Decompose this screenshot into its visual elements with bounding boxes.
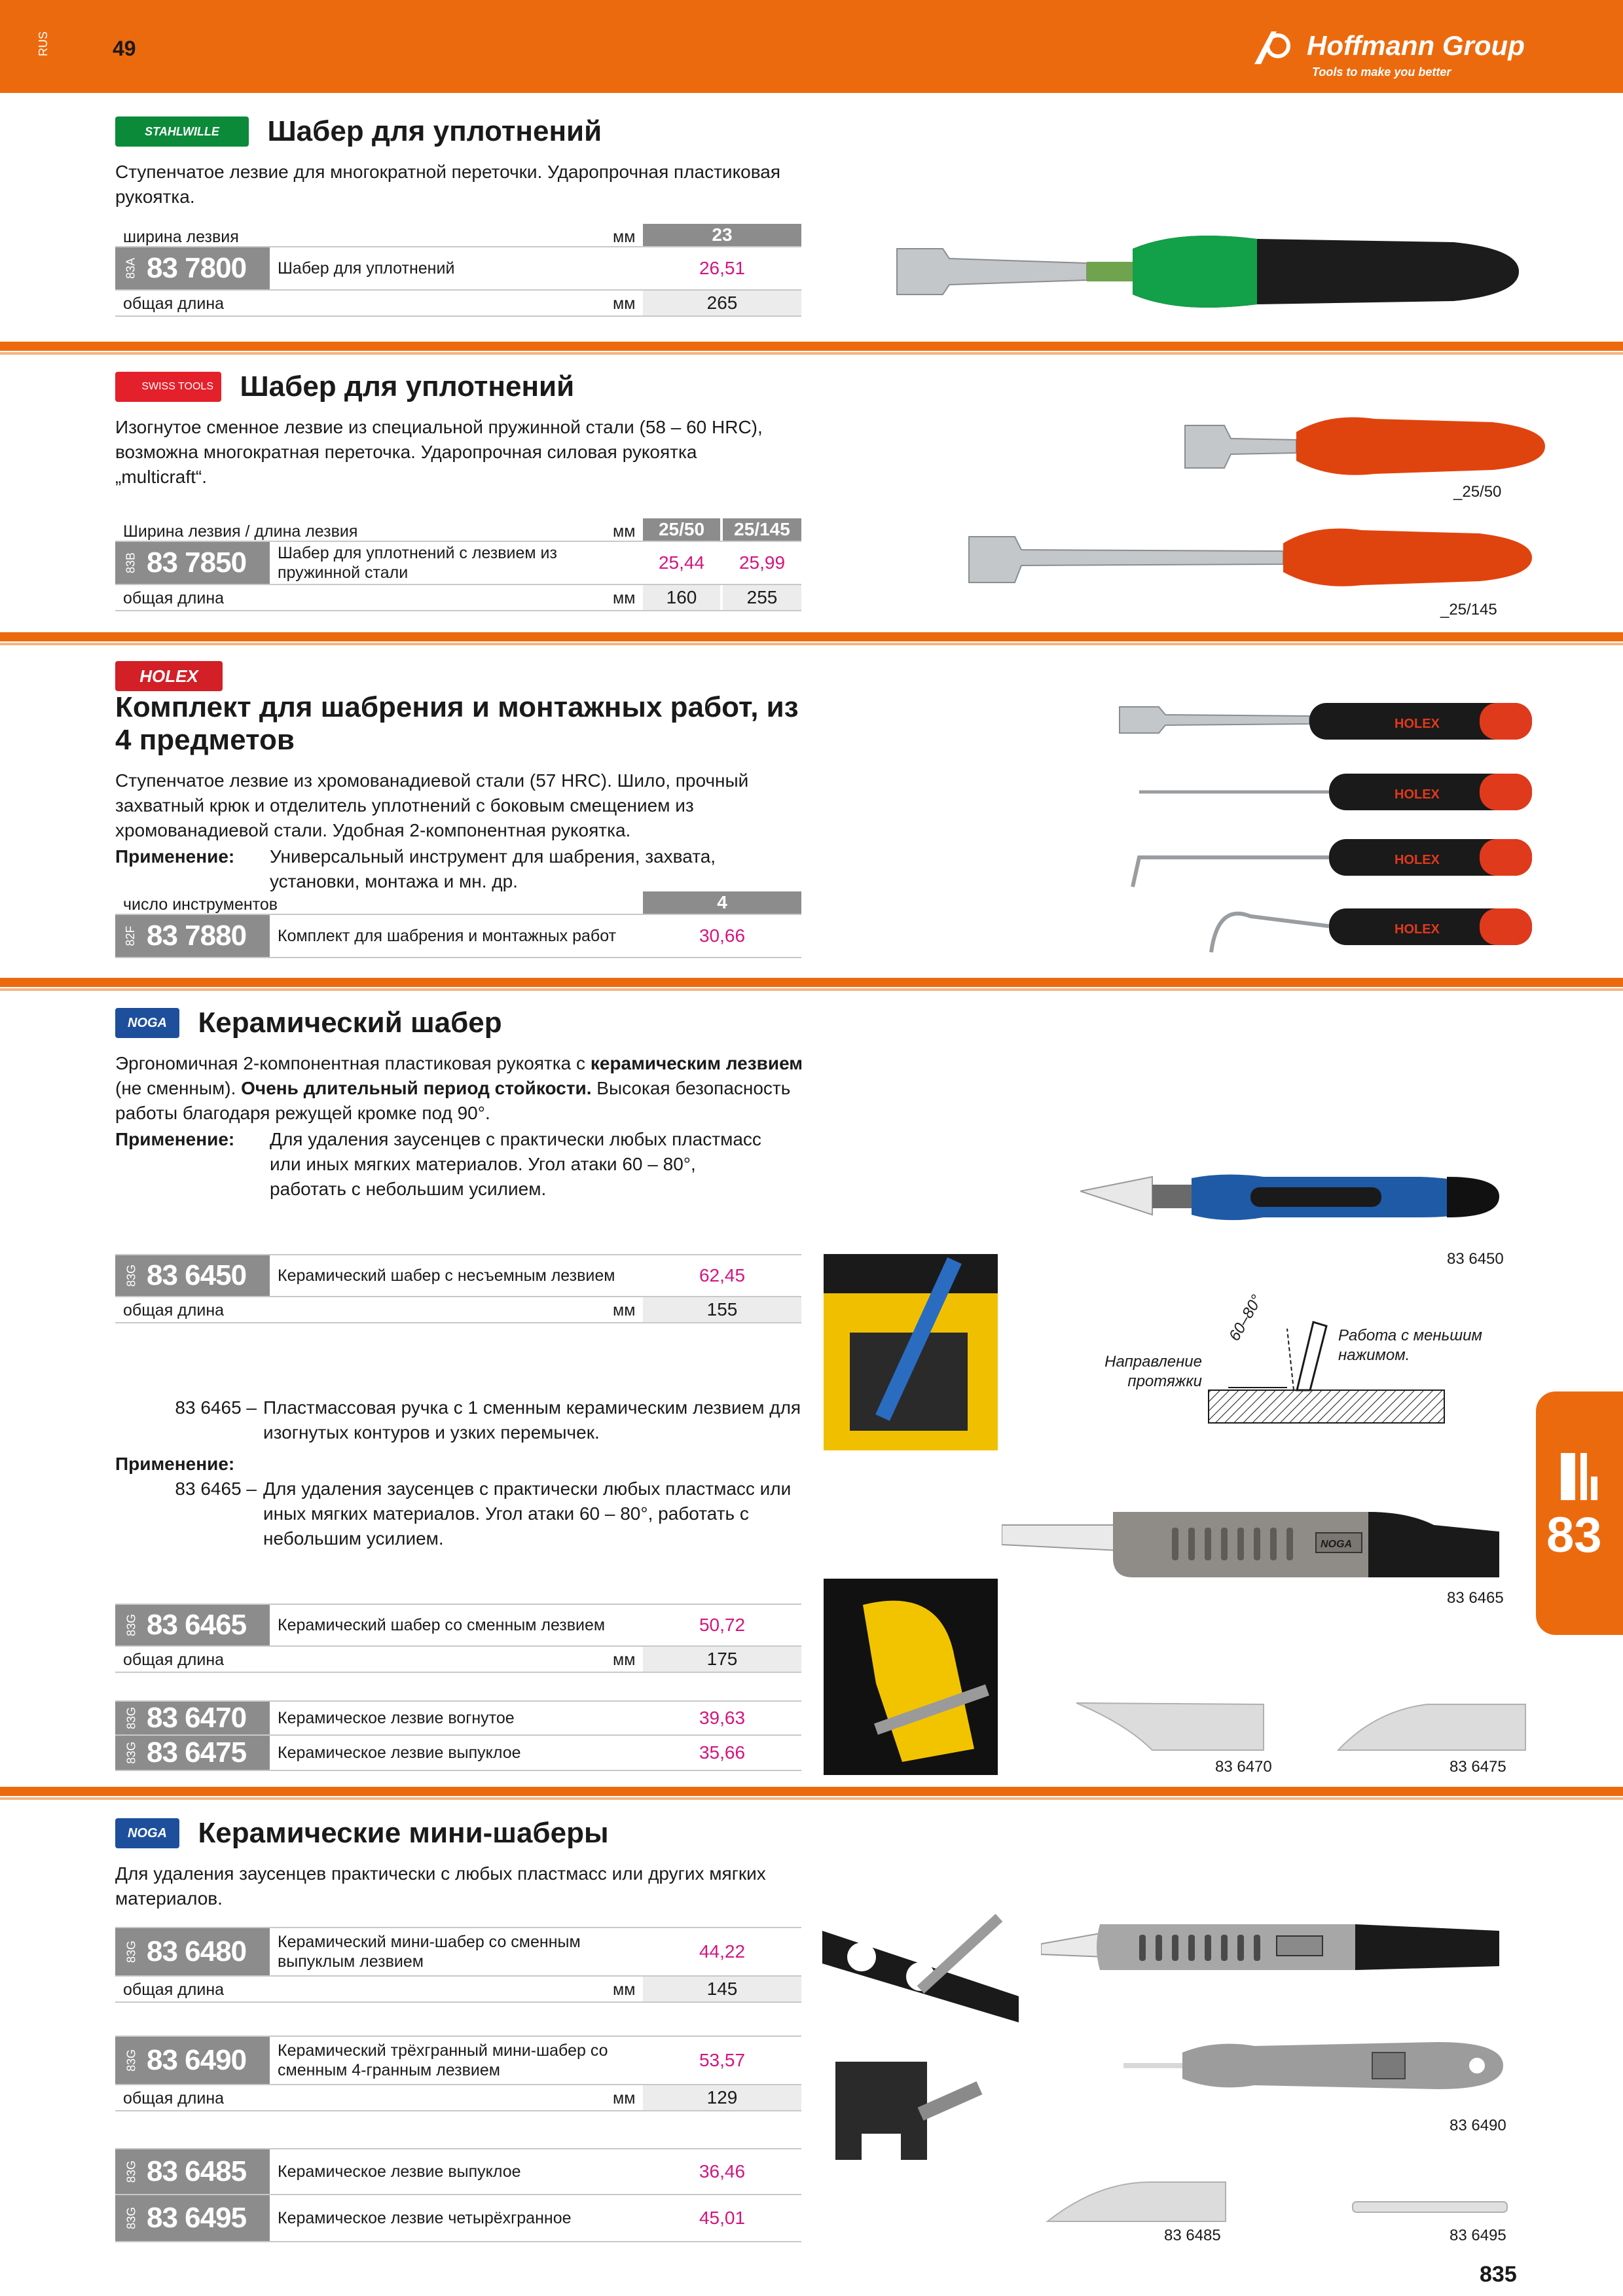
image-caption: _25/145 — [1440, 601, 1497, 619]
article-name: Керамический шабер с несъемным лезвием — [278, 1266, 615, 1285]
article-number: 83 6480 — [147, 1935, 247, 1967]
ceramic-scraper-836465-image — [1002, 1499, 1512, 1597]
mini-scraper-836480-image — [1041, 1911, 1512, 1990]
pb-swiss-tools-logo: SWISS TOOLS — [115, 372, 221, 402]
image-caption: 83 6475 — [1450, 1758, 1506, 1776]
article-code — [115, 2195, 270, 2241]
group-code: 83B — [124, 552, 137, 574]
application-text: Для удаления заусенцев с практически любых пластмасс или иных мягких материалов. Угол атаки 60 – 80°, работать с небольшим усилием. — [270, 1129, 761, 1199]
holex-handle-label: HOLEX — [1395, 717, 1440, 731]
row-value: 4 — [643, 891, 801, 914]
table-row — [115, 518, 801, 542]
article-number: 83 6475 — [147, 1736, 247, 1768]
ceramic-blade-836470-image — [1074, 1698, 1270, 1757]
section-title: Шабер для уплотнений — [240, 370, 575, 403]
holex-set-image — [1113, 700, 1545, 962]
table-row[interactable] — [115, 2195, 801, 2242]
table-row[interactable] — [115, 1700, 801, 1736]
article-code — [115, 1928, 270, 1975]
group-code: 83G — [124, 1264, 138, 1287]
table-836490 — [115, 2036, 801, 2111]
article-price: 36,46 — [699, 2161, 746, 2181]
row-label: общая длина — [123, 1301, 225, 1319]
group-code: 83G — [124, 1940, 138, 1964]
article-code — [115, 1702, 270, 1734]
image-caption: 83 6485 — [1164, 2227, 1221, 2244]
table-837880 — [115, 891, 801, 958]
image-caption: _25/50 — [1453, 483, 1502, 501]
tools-chapter-icon — [1558, 1450, 1600, 1503]
note-text: Пластмассовая ручка с 1 сменным керамическим лезвием для изогнутых контуров и узких перемычек. — [263, 1397, 801, 1443]
row-label: общая длина — [123, 1981, 225, 1999]
section-title: Керамический шабер — [198, 1007, 502, 1039]
table-row[interactable] — [115, 1604, 801, 1647]
diagram-direction-label: Направление протяжки — [1104, 1353, 1202, 1390]
row-unit: мм — [613, 1981, 636, 1999]
section-ceramic-scraper — [115, 1007, 803, 1202]
table-row — [115, 585, 801, 611]
article-code — [115, 1255, 270, 1296]
section-stahlwille-scraper — [115, 115, 803, 209]
section-description: Изогнутое сменное лезвие из специальной пружинной стали (58 – 60 HRC), возможна многократная переточка. Ударопрочная силовая рукоятка „multicraft“. — [115, 417, 763, 487]
application-block — [115, 1127, 770, 1202]
article-number: 83 7850 — [147, 547, 247, 579]
application-label: Применение: — [115, 846, 235, 867]
row-unit: мм — [613, 589, 636, 607]
row-label: общая длина — [123, 1651, 225, 1669]
section-pb-scraper — [115, 370, 803, 490]
group-code: 82F — [124, 925, 137, 946]
table-837850 — [115, 518, 801, 611]
row-label: общая длина — [123, 2089, 225, 2108]
article-number: 83 7880 — [147, 920, 247, 952]
article-number: 83 6485 — [147, 2155, 247, 2187]
section-divider — [0, 342, 1623, 351]
image-caption: 83 6495 — [1450, 2227, 1506, 2244]
article-name: Керамический мини-шабер со сменным выпуклым лезвием — [278, 1933, 581, 1971]
table-836480 — [115, 1927, 801, 2003]
row-label: общая длина — [123, 295, 225, 313]
section-title: Шабер для уплотнений — [267, 115, 602, 147]
section-description: Для удаления заусенцев практически с любых пластмасс или других мягких материалов. — [115, 1863, 766, 1909]
note-836465 — [115, 1395, 803, 1551]
article-price: 30,66 — [699, 925, 746, 946]
row-value: 129 — [643, 2085, 801, 2110]
diagram-pressure-label: Работа с меньшим нажимом. — [1338, 1327, 1482, 1364]
angle-diagram — [1097, 1291, 1529, 1427]
article-name: Керамический трёхгранный мини-шабер со сменным 4-гранным лезвием — [278, 2041, 608, 2079]
section-description: Ступенчатое лезвие для многократной переточки. Ударопрочная пластиковая рукоятка. — [115, 162, 780, 207]
article-code — [115, 542, 270, 584]
note-code: 83 6465 – — [175, 1479, 257, 1499]
article-price: 44,22 — [699, 1941, 746, 1962]
table-836470-836475 — [115, 1700, 801, 1771]
article-price: 62,45 — [699, 1265, 746, 1285]
table-row[interactable] — [115, 247, 801, 291]
ceramic-blade-836495-image — [1351, 2199, 1508, 2215]
row-unit: мм — [613, 1301, 636, 1319]
section-description: Эргономичная 2-компонентная пластиковая рукоятка с керамическим лезвием (не сменным). Очень длительный период стойкости. Высокая безопасность работы благодаря режущей кромке под 90°. — [115, 1053, 803, 1123]
image-caption: 83 6490 — [1450, 2117, 1506, 2134]
table-row[interactable] — [115, 2036, 801, 2085]
brand-tagline: Tools to make you better — [1312, 65, 1451, 79]
note-code: 83 6465 – — [175, 1397, 257, 1418]
article-name: Шабер для уплотнений с лезвием из пружинной стали — [278, 544, 557, 582]
section-holex-set — [115, 661, 803, 894]
row-value: 265 — [643, 291, 801, 315]
article-name: Комплект для шабрения и монтажных работ — [278, 927, 617, 945]
section-divider — [0, 1787, 1623, 1796]
group-code: 83G — [124, 2160, 138, 2183]
group-code: 83G — [124, 1741, 138, 1765]
table-row[interactable] — [115, 1736, 801, 1771]
ceramic-blade-836485-image — [1045, 2179, 1228, 2225]
application-text: Универсальный инструмент для шабрения, захвата, установки, монтажа и мн. др. — [270, 846, 716, 891]
table-row[interactable] — [115, 2148, 801, 2195]
article-name: Керамическое лезвие выпуклое — [278, 2162, 521, 2181]
diagram-angle-label: 60–80° — [1226, 1291, 1266, 1344]
article-name: Керамический шабер со сменным лезвием — [278, 1616, 606, 1634]
image-caption: 83 6465 — [1447, 1589, 1504, 1607]
article-code — [115, 1736, 270, 1770]
row-unit: мм — [613, 2089, 636, 2108]
table-row — [115, 891, 801, 915]
article-code — [115, 2037, 270, 2084]
table-row — [115, 224, 801, 247]
row-label: общая длина — [123, 589, 225, 607]
article-name: Керамическое лезвие выпуклое — [278, 1744, 521, 1762]
image-caption: 83 6470 — [1215, 1758, 1272, 1776]
pb-scraper-long-image — [962, 517, 1545, 596]
group-code: 83G — [124, 2049, 138, 2072]
article-code — [115, 915, 270, 957]
table-row — [115, 1297, 801, 1323]
section-description: Ступенчатое лезвие из хромованадиевой стали (57 HRC). Шило, прочный захватный крюк и отделитель уплотнений с боковым смещением из хромованадиевой стали. Удобная 2-компонентная рукоятка. — [115, 770, 749, 840]
usage-photo-836450 — [824, 1254, 998, 1450]
group-code: 83G — [124, 1706, 138, 1730]
article-number: 83 6465 — [147, 1609, 247, 1641]
row-value: 160 — [643, 585, 720, 610]
table-836465 — [115, 1604, 801, 1673]
ceramic-scraper-836450-image — [1080, 1165, 1512, 1237]
section-divider — [0, 978, 1623, 987]
page-number-bottom: 835 — [1480, 2262, 1517, 2287]
page-number-top: 49 — [113, 37, 136, 60]
article-price: 25,44 — [658, 552, 705, 573]
row-unit: мм — [613, 295, 636, 313]
row-value: 23 — [643, 224, 801, 246]
usage-photo-mini-scrapers — [822, 1911, 1038, 2173]
brand-logo — [1252, 26, 1592, 79]
row-unit: мм — [613, 522, 636, 541]
section-title: Керамические мини-шаберы — [198, 1817, 609, 1849]
holex-logo: HOLEX — [115, 661, 223, 691]
holex-handle-label: HOLEX — [1395, 853, 1440, 867]
row-label: число инструментов — [123, 895, 278, 914]
article-code — [115, 1605, 270, 1645]
article-code — [115, 247, 270, 289]
image-caption: 83 6450 — [1447, 1250, 1504, 1268]
chapter-number: 83 — [1546, 1507, 1602, 1563]
section-divider — [0, 632, 1623, 641]
article-price: 35,66 — [699, 1742, 746, 1763]
row-value: 175 — [643, 1647, 801, 1672]
row-label: Ширина лезвия / длина лезвия — [123, 522, 358, 541]
application-label: Применение: — [115, 1454, 235, 1474]
article-number: 83 6450 — [147, 1259, 247, 1291]
section-ceramic-mini-scrapers — [115, 1817, 803, 1911]
brand-name: Hoffmann Group — [1307, 30, 1525, 61]
article-price: 53,57 — [699, 2050, 746, 2070]
application-label: Применение: — [115, 1129, 235, 1149]
application-text: Для удаления заусенцев с практически любых пластмасс или иных мягких материалов. Угол атаки 60 – 80°, работать с небольшим усилием. — [263, 1479, 792, 1549]
holex-handle-label: HOLEX — [1395, 922, 1440, 937]
column-header: 25/50 — [643, 518, 720, 541]
table-836450 — [115, 1254, 801, 1323]
ceramic-blade-836475-image — [1336, 1698, 1532, 1757]
table-row[interactable] — [115, 1927, 801, 1977]
pb-scraper-short-image — [1178, 406, 1545, 484]
article-name: Керамическое лезвие четырёхгранное — [278, 2209, 572, 2227]
row-value: 155 — [643, 1297, 801, 1322]
article-price: 25,99 — [739, 552, 786, 573]
row-unit: мм — [613, 1651, 636, 1669]
group-code: 83G — [124, 2206, 138, 2230]
table-row[interactable] — [115, 542, 801, 585]
article-code — [115, 2149, 270, 2194]
article-price: 50,72 — [699, 1615, 746, 1635]
group-code: 83A — [124, 257, 137, 279]
application-block — [115, 844, 803, 894]
stahlwille-scraper-image — [890, 223, 1532, 321]
holex-handle-label: HOLEX — [1395, 787, 1440, 802]
row-value: 255 — [723, 585, 801, 610]
noga-handle-label: NOGA — [1321, 1539, 1352, 1550]
table-row — [115, 2085, 801, 2111]
table-row[interactable] — [115, 915, 801, 958]
table-837800 — [115, 224, 801, 317]
stahlwille-logo: STAHLWILLE — [115, 117, 249, 147]
table-row — [115, 291, 801, 317]
language-code: RUS — [37, 31, 50, 57]
article-name: Керамическое лезвие вогнутое — [278, 1709, 515, 1727]
article-price: 45,01 — [699, 2208, 746, 2228]
column-header: 25/145 — [723, 518, 801, 541]
mini-scraper-836490-image — [1123, 2026, 1516, 2105]
section-title: Комплект для шабрения и монтажных работ, из 4 предметов — [115, 691, 799, 756]
article-price: 26,51 — [699, 258, 746, 278]
article-number: 83 7800 — [147, 252, 247, 284]
table-row — [115, 1977, 801, 2003]
hoffmann-logo-icon — [1252, 26, 1304, 65]
noga-logo: NOGA — [115, 1818, 179, 1848]
group-code: 83G — [124, 1613, 138, 1637]
table-row[interactable] — [115, 1254, 801, 1297]
table-836485-836495 — [115, 2148, 801, 2242]
row-unit: мм — [613, 228, 636, 246]
article-number: 83 6470 — [147, 1702, 247, 1734]
article-price: 39,63 — [699, 1708, 746, 1728]
article-number: 83 6495 — [147, 2202, 247, 2234]
row-label: ширина лезвия — [123, 228, 239, 246]
article-name: Шабер для уплотнений — [278, 259, 455, 278]
usage-photo-836465 — [824, 1579, 998, 1775]
row-value: 145 — [643, 1977, 801, 2001]
noga-logo: NOGA — [115, 1008, 179, 1038]
article-number: 83 6490 — [147, 2044, 247, 2076]
table-row — [115, 1647, 801, 1673]
